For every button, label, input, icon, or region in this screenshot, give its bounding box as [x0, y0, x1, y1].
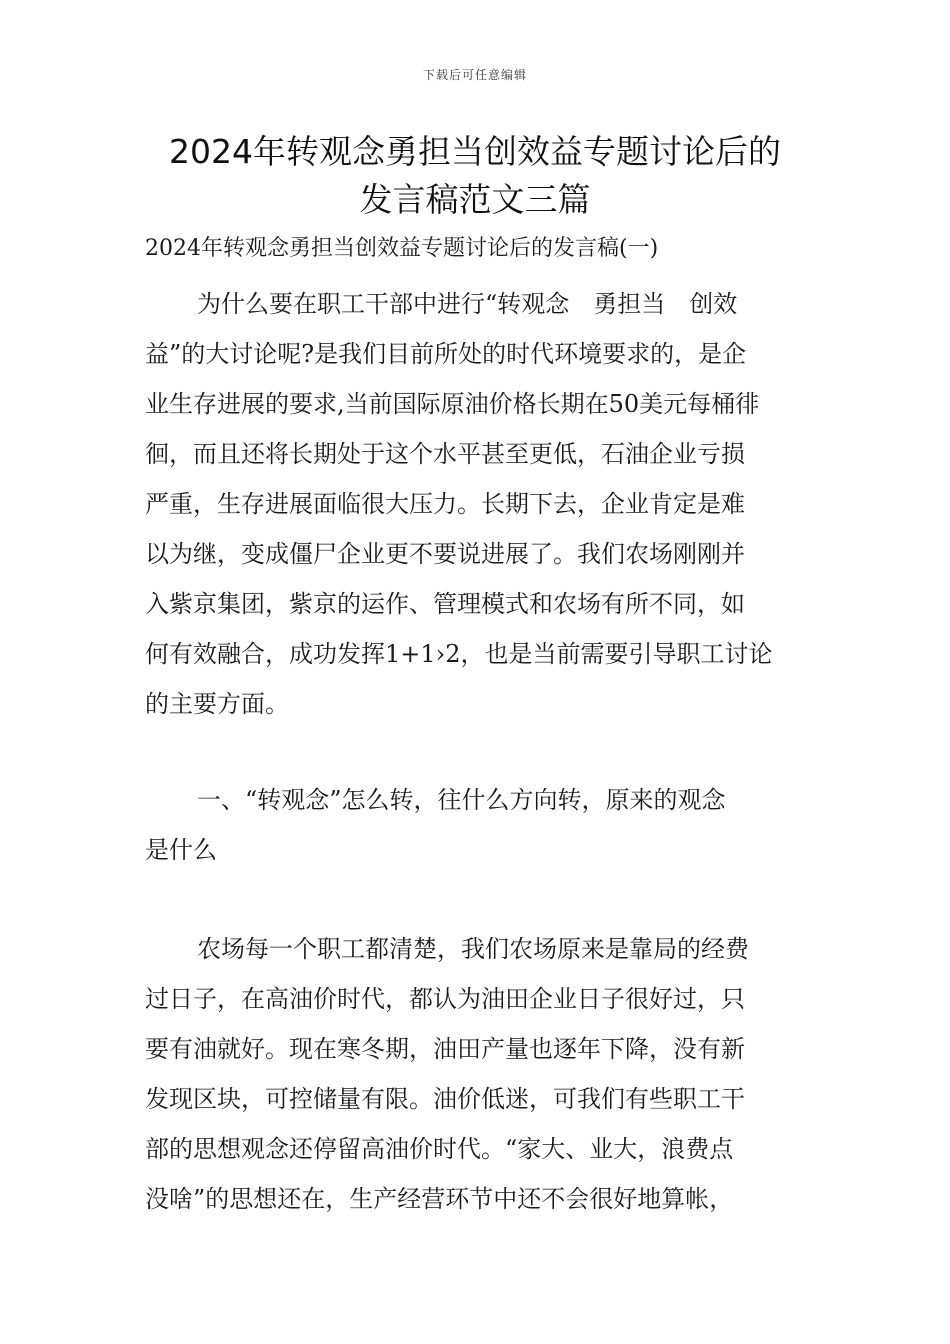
paragraph-body — [145, 924, 807, 1224]
title-line-2: 发言稿范文三篇 — [359, 180, 591, 219]
section-heading-1 — [145, 775, 807, 875]
paragraph-line: 要有油就好。现在寒冬期，油田产量也逐年下降，没有新 — [145, 1035, 745, 1063]
paragraph-line: 部的思想观念还停留高油价时代。“家大、业大，浪费点 — [145, 1135, 734, 1163]
paragraph-line: 过日子，在高油价时代，都认为油田企业日子很好过，只 — [145, 985, 745, 1013]
paragraph-line: 为什么要在职工干部中进行“转观念 勇担当 创效 — [197, 290, 738, 318]
paragraph-line: 农场每一个职工都清楚，我们农场原来是靠局的经费 — [197, 935, 749, 963]
paragraph-intro — [145, 279, 807, 729]
paragraph-line: 业生存进展的要求,当前国际原油价格长期在50美元每桶徘 — [145, 390, 760, 418]
paragraph-line: 益”的大讨论呢?是我们目前所处的时代环境要求的，是企 — [145, 340, 747, 368]
heading-line: 一、“转观念”怎么转，往什么方向转，原来的观念 — [197, 786, 726, 814]
document-title — [120, 128, 830, 224]
header-note: 下载后可任意编辑 — [422, 68, 527, 82]
paragraph-line: 入紫京集团，紫京的运作、管理模式和农场有所不同，如 — [145, 590, 745, 618]
paragraph-line: 严重，生存进展面临很大压力。长期下去，企业肯定是难 — [145, 490, 745, 518]
paragraph-line: 发现区块，可控储量有限。油价低迷，可我们有些职工干 — [145, 1085, 745, 1113]
paragraph-line: 没啥”的思想还在，生产经营环节中还不会很好地算帐， — [145, 1185, 734, 1213]
paragraph-line: 何有效融合，成功发挥1+1›2，也是当前需要引导职工讨论 — [145, 640, 773, 668]
paragraph-line: 徊，而且还将长期处于这个水平甚至更低，石油企业亏损 — [145, 440, 745, 468]
title-line-1: 2024年转观念勇担当创效益专题讨论后的 — [169, 132, 781, 171]
heading-line: 是什么 — [145, 836, 217, 864]
paragraph-line: 以为继，变成僵尸企业更不要说进展了。我们农场刚刚并 — [145, 540, 745, 568]
section-subtitle: 2024年转观念勇担当创效益专题讨论后的发言稿(一) — [145, 236, 659, 261]
paragraph-line: 的主要方面。 — [145, 690, 289, 718]
